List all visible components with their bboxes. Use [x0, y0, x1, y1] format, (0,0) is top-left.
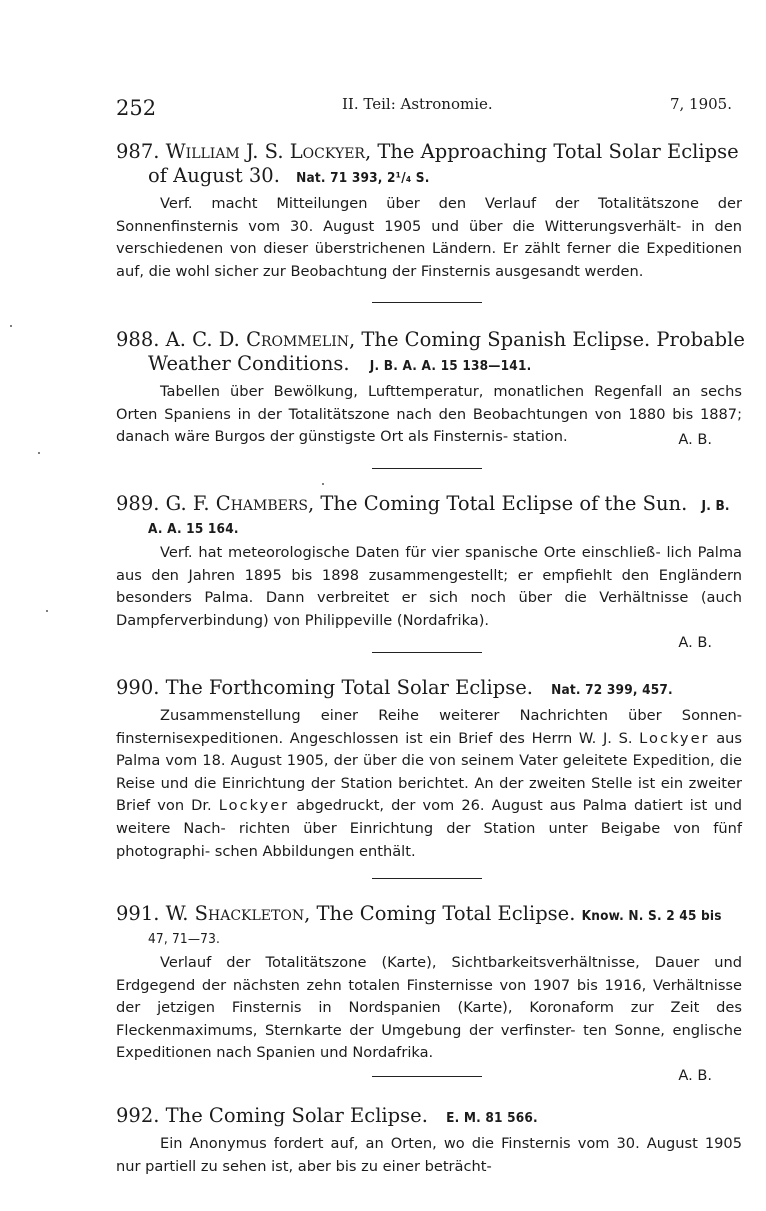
entry-990 — [116, 676, 742, 863]
entry-signature: A. B. — [678, 1066, 712, 1084]
entry-title-text: The Coming Solar Eclipse. — [165, 1104, 428, 1127]
entry-title-text: The Coming Total Eclipse. — [316, 902, 576, 925]
entry-title — [116, 492, 742, 518]
entry-author: W. Shackleton, — [165, 902, 311, 925]
entry-reference: J. B. — [701, 498, 730, 514]
entry-title — [116, 676, 742, 702]
person-name: Lockyer — [639, 729, 710, 747]
entry-title-continued — [116, 164, 742, 190]
entry-title — [116, 1104, 742, 1130]
entry-number: 989. — [116, 492, 160, 515]
entry-abstract-text: Verf. hat meteorologische Daten für vier spanische Orte einschließ- lich Palma aus den Jahren 1895 bis 1898 zusammengestellt; er empfiehlt den Engländern besonders Palma. Dann verbreitet er sich noch über die Verhältnisse (auch Dampferverbindung) von Philippeville (Nordafrika). — [116, 544, 742, 629]
entry-number: 991. — [116, 902, 160, 925]
entry-abstract-text: Ein Anonymus fordert auf, an Orten, wo die Finsternis vom 30. August 1905 nur partiell zu sehen ist, aber bis zu einer beträcht- — [116, 1135, 742, 1175]
entry-abstract — [116, 952, 742, 1065]
page-number: 252 — [116, 96, 157, 120]
entry-reference: Nat. 71 393, 2¹/₄ S. — [296, 170, 430, 186]
separator-rule — [372, 1076, 482, 1077]
entry-989 — [116, 492, 742, 653]
entry-title-text: The Approaching Total Solar Eclipse — [377, 140, 739, 163]
entry-title — [116, 140, 742, 164]
separator-rule — [372, 302, 482, 303]
scan-speck — [38, 452, 40, 454]
entry-reference-continued — [116, 518, 742, 539]
entry-992 — [116, 1104, 742, 1178]
entry-abstract — [116, 193, 742, 283]
scan-speck — [322, 483, 324, 485]
entry-reference: J. B. A. A. 15 138—141. — [369, 358, 532, 374]
entry-abstract-text: Verlauf der Totalitätszone (Karte), Sichtbarkeitsverhältnisse, Dauer und Erdgegend der nächsten zehn totalen Finsternisse von 1907 bis 1916, Verhältnisse der jetzigen Finsternis in Nordspanien (Karte), Koronaform zur Zeit des Fleckenmaximums, Sternkarte der Umgebung der verfinster- ten Sonne, englische Expeditionen nach Spanien und Nordafrika. — [116, 954, 742, 1062]
entry-988 — [116, 328, 745, 450]
entry-reference: Nat. 72 399, 457. — [551, 682, 673, 698]
entry-number: 992. — [116, 1104, 160, 1127]
separator-rule — [372, 468, 482, 469]
volume-label: 7, 1905. — [669, 95, 732, 113]
entry-abstract-text-3: abgedruckt, der vom 26. August aus Palma datiert ist und weitere Nach- richten über Einrichtung der Station unter Beigabe von fünf photographi- schen Abbildungen enthält. — [116, 797, 743, 860]
page-header — [116, 92, 742, 122]
entry-abstract — [116, 705, 742, 863]
separator-rule — [372, 878, 482, 879]
entry-reference: Know. N. S. 2 45 bis — [581, 908, 722, 924]
separator-rule — [372, 652, 482, 653]
entry-987 — [116, 140, 742, 283]
entry-title-text-2: of August 30. — [148, 164, 280, 187]
scan-speck — [46, 610, 48, 612]
entry-number: 988. — [116, 328, 160, 351]
entry-title-text: The Forthcoming Total Solar Eclipse. — [165, 676, 533, 699]
entry-reference-continued — [116, 928, 742, 949]
entry-signature: A. B. — [678, 430, 712, 448]
entry-number: 987. — [116, 140, 160, 163]
entry-abstract-text: Zusammenstellung einer Reihe weiterer Nachrichten über Sonnen- finsternisexpeditionen. Angeschlossen ist ein Brief des Herrn W. J. S. — [116, 707, 742, 747]
entry-abstract-text: Verf. macht Mitteilungen über den Verlauf der Totalitätszone der Sonnenfinsternis vom 30. August 1905 und über die Witterungsverhält- in den verschiedenen von dieser überstrichenen Ländern. Er zählt ferner die Expeditionen auf, die wohl sicher zur Beobachtung der Finsternis ausgesandt werden. — [116, 195, 742, 280]
entry-reference-2: A. A. 15 164. — [148, 521, 239, 537]
entry-title — [116, 328, 745, 352]
entry-author: A. C. D. Crommelin, — [165, 328, 356, 351]
entry-abstract-text: Tabellen über Bewölkung, Lufttemperatur, monatlichen Regenfall an sechs Orten Spaniens in der Totalitätszone nach den Beobachtungen von 1880 bis 1887; danach wäre Burgos der günstigste Ort als Finsternis- station. — [116, 383, 742, 446]
entry-title-text: The Coming Spanish Eclipse. Probable — [361, 328, 745, 351]
scan-speck — [10, 325, 12, 327]
entry-abstract-text-2: aus Palma vom 18. August 1905, der über die von seinem Vater geleitete Expedition, die Reise und die Einrichtung der Station berichtet. An der zweiten Stelle ist ein zweiter Brief von Dr. — [116, 729, 743, 815]
entry-title-text: The Coming Total Eclipse of the Sun. — [320, 492, 688, 515]
entry-title-text-2: Weather Conditions. — [148, 352, 350, 375]
entry-number: 990. — [116, 676, 160, 699]
entry-reference: E. M. 81 566. — [446, 1110, 538, 1126]
entry-signature: A. B. — [678, 634, 712, 652]
person-name: Lockyer — [218, 797, 290, 815]
entry-abstract — [116, 542, 742, 632]
entry-reference-2: 47, 71—73. — [148, 931, 221, 947]
running-title: II. Teil: Astronomie. — [342, 95, 493, 113]
entry-author: William J. S. Lockyer, — [165, 140, 372, 163]
entry-title-continued — [116, 352, 742, 378]
entry-title — [116, 902, 742, 928]
entry-author: G. F. Chambers, — [165, 492, 315, 515]
entry-abstract — [116, 1133, 742, 1178]
entry-991 — [116, 902, 742, 1086]
